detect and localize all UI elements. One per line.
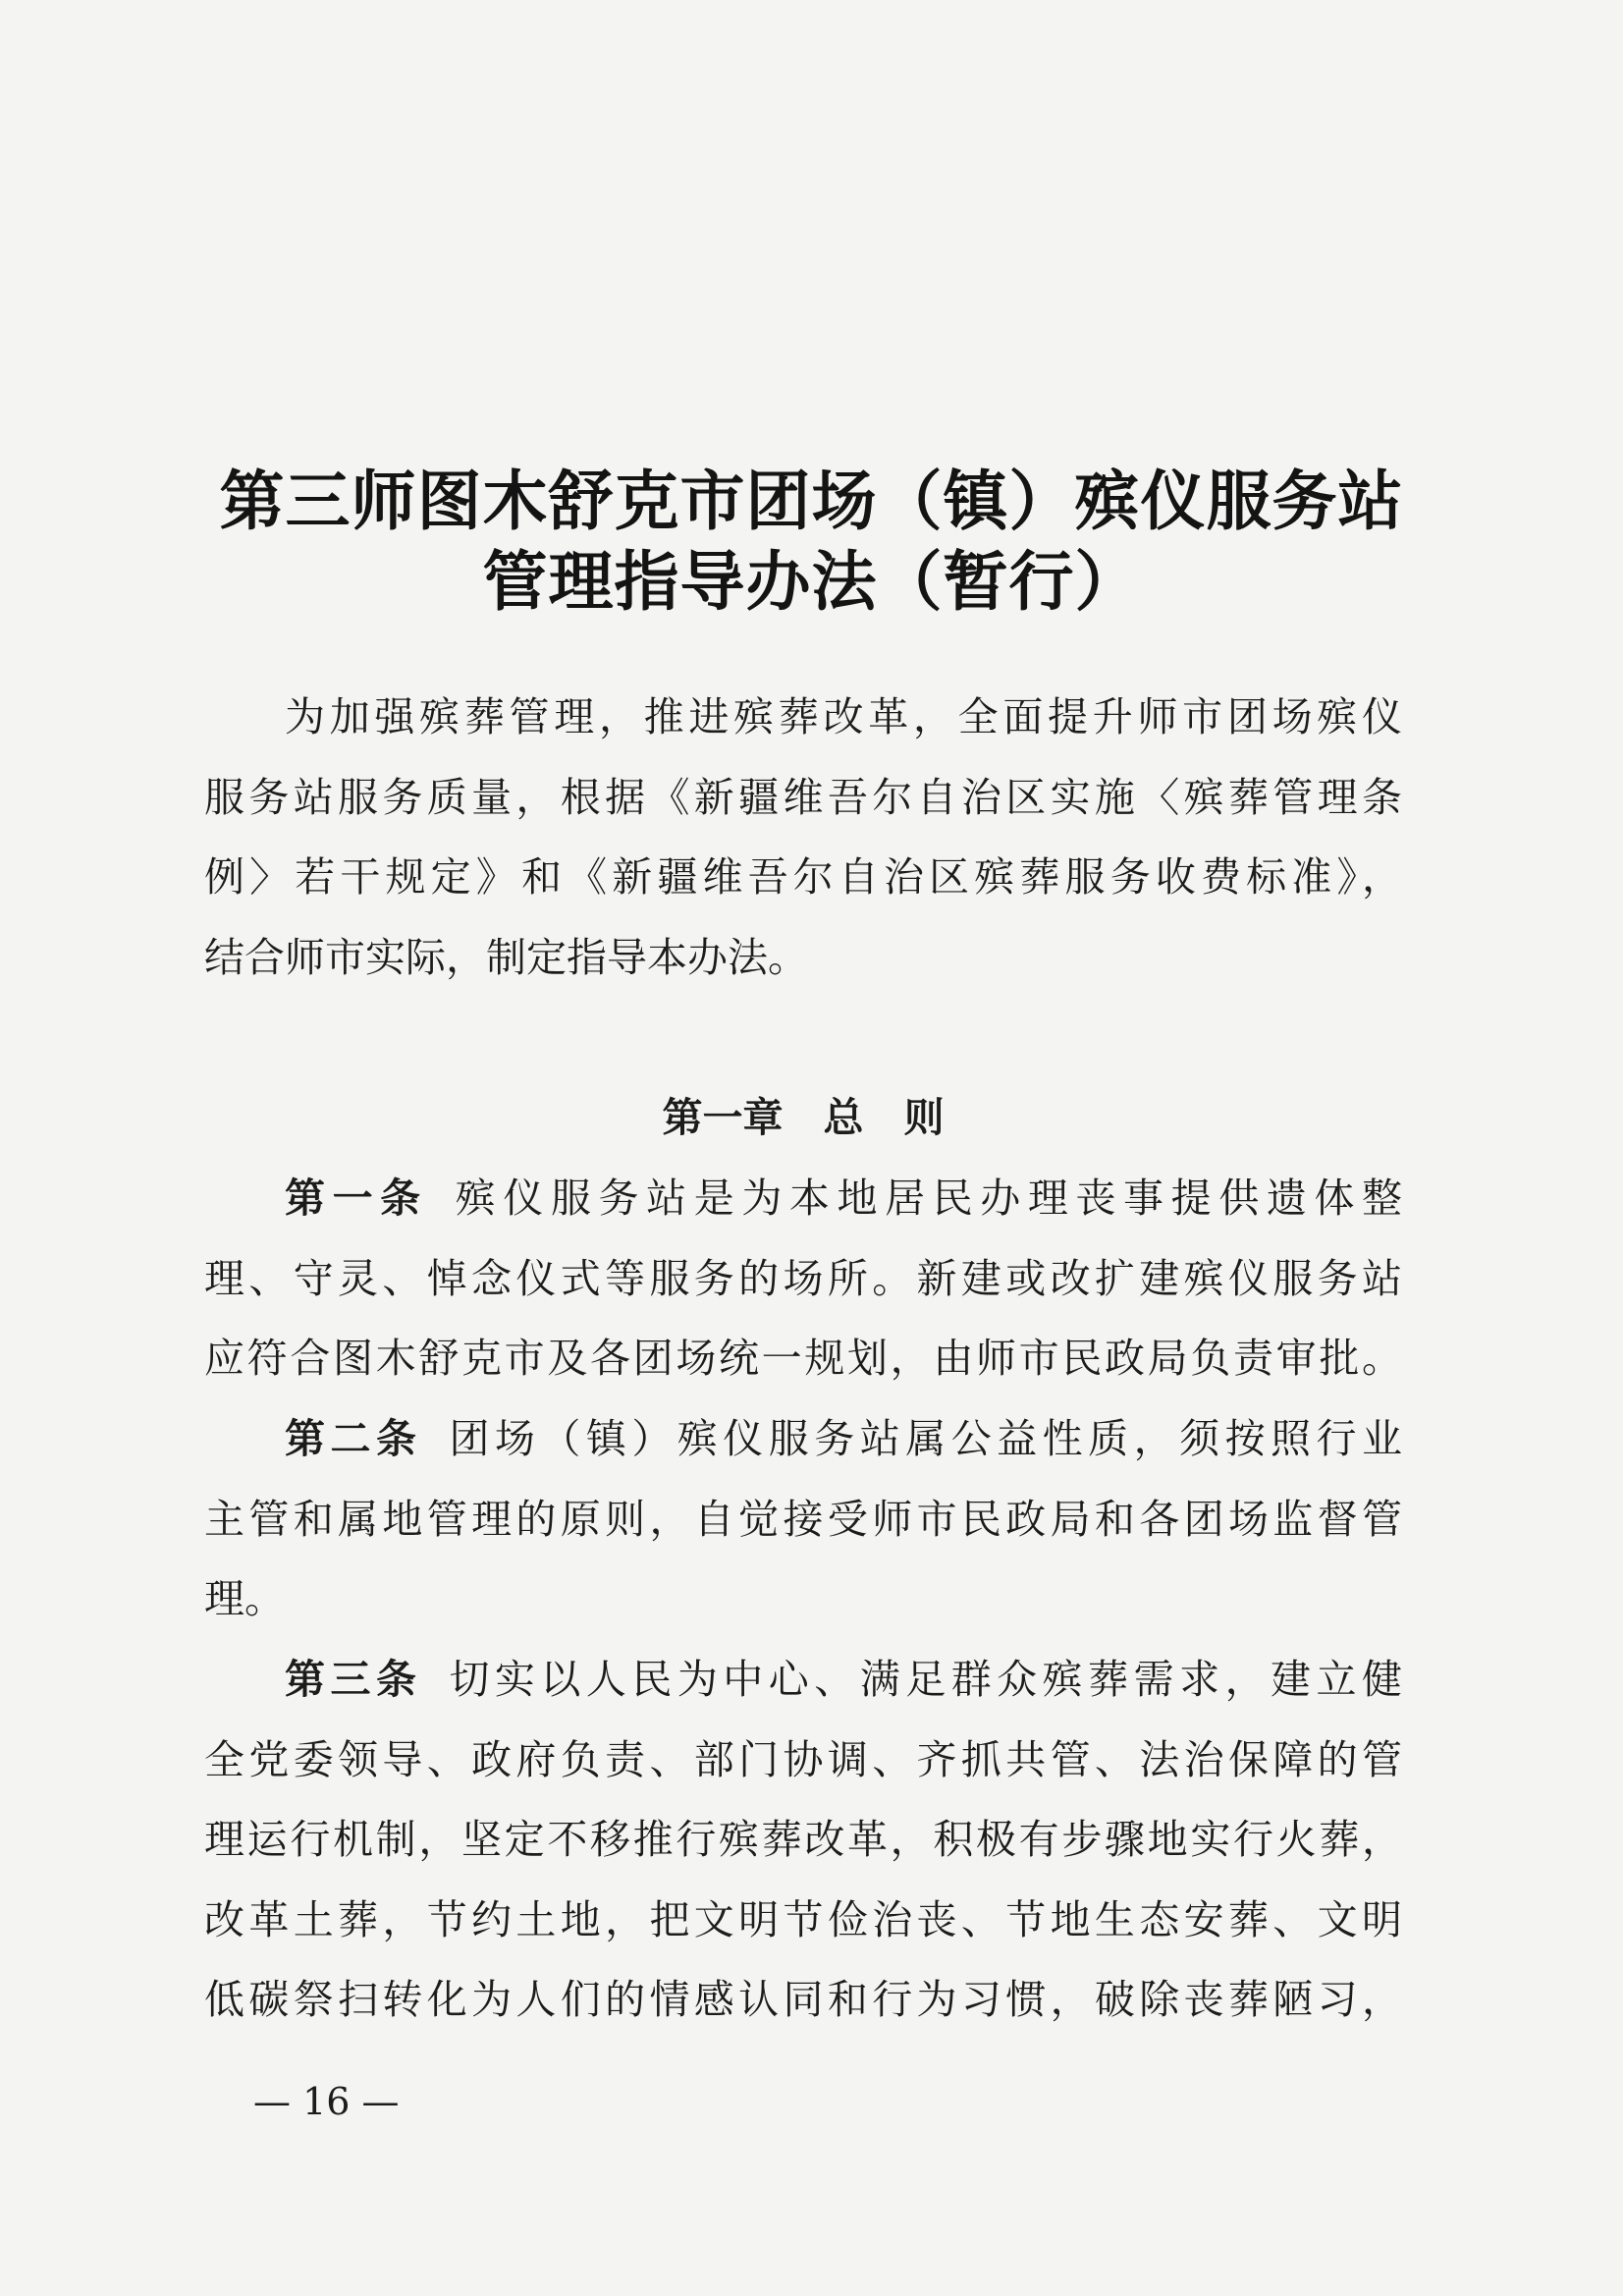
article-3-line-4: 改革土葬，节约土地，把文明节俭治丧、节地生态安葬、文明 [204,1896,1402,1943]
article-2-line-2: 主管和属地管理的原则，自觉接受师市民政局和各团场监督管 [204,1496,1402,1543]
article-3-line-1 [285,1656,1403,1703]
preamble-line-1: 为加强殡葬管理，推进殡葬改革，全面提升师市团场殡仪 [285,693,1402,740]
article-1-line-3: 应符合图木舒克市及各团场统一规划，由师市民政局负责审批。 [204,1335,1402,1382]
article-2-text: 团场（镇）殡仪服务站属公益性质，须按照行业 [449,1415,1403,1462]
article-1-line-2: 理、守灵、悼念仪式等服务的场所。新建或改扩建殡仪服务站 [204,1255,1402,1302]
preamble-line-3: 例〉若干规定》和《新疆维吾尔自治区殡葬服务收费标准》， [204,853,1402,901]
article-1-text: 殡仪服务站是为本地居民办理丧事提供遗体整 [455,1175,1403,1222]
article-2-line-1 [285,1415,1403,1462]
chapter-heading: 第一章 总 则 [662,1094,945,1141]
article-3-text: 切实以人民为中心、满足群众殡葬需求，建立健 [449,1656,1403,1703]
preamble-line-2: 服务站服务质量，根据《新疆维吾尔自治区实施〈殡葬管理条 [204,774,1402,821]
article-3-line-2: 全党委领导、政府负责、部门协调、齐抓共管、法治保障的管 [204,1736,1402,1783]
article-1-label: 第一条 [285,1175,428,1222]
preamble-line-4: 结合师市实际，制定指导本办法。 [204,934,808,981]
document-title-line-2: 管理指导办法（暂行） [482,544,1141,620]
article-3-line-5: 低碳祭扫转化为人们的情感认同和行为习惯，破除丧葬陋习， [204,1976,1402,2023]
article-2-line-3: 理。 [204,1575,285,1622]
article-3-label: 第三条 [285,1656,422,1703]
article-3-line-3: 理运行机制，坚定不移推行殡葬改革，积极有步骤地实行火葬， [204,1816,1402,1863]
page-number: — 16 — [253,2080,400,2123]
article-1-line-1 [285,1175,1403,1222]
article-2-label: 第二条 [285,1415,422,1462]
document-title-line-1: 第三师图木舒克市团场（镇）殡仪服务站 [219,464,1404,539]
